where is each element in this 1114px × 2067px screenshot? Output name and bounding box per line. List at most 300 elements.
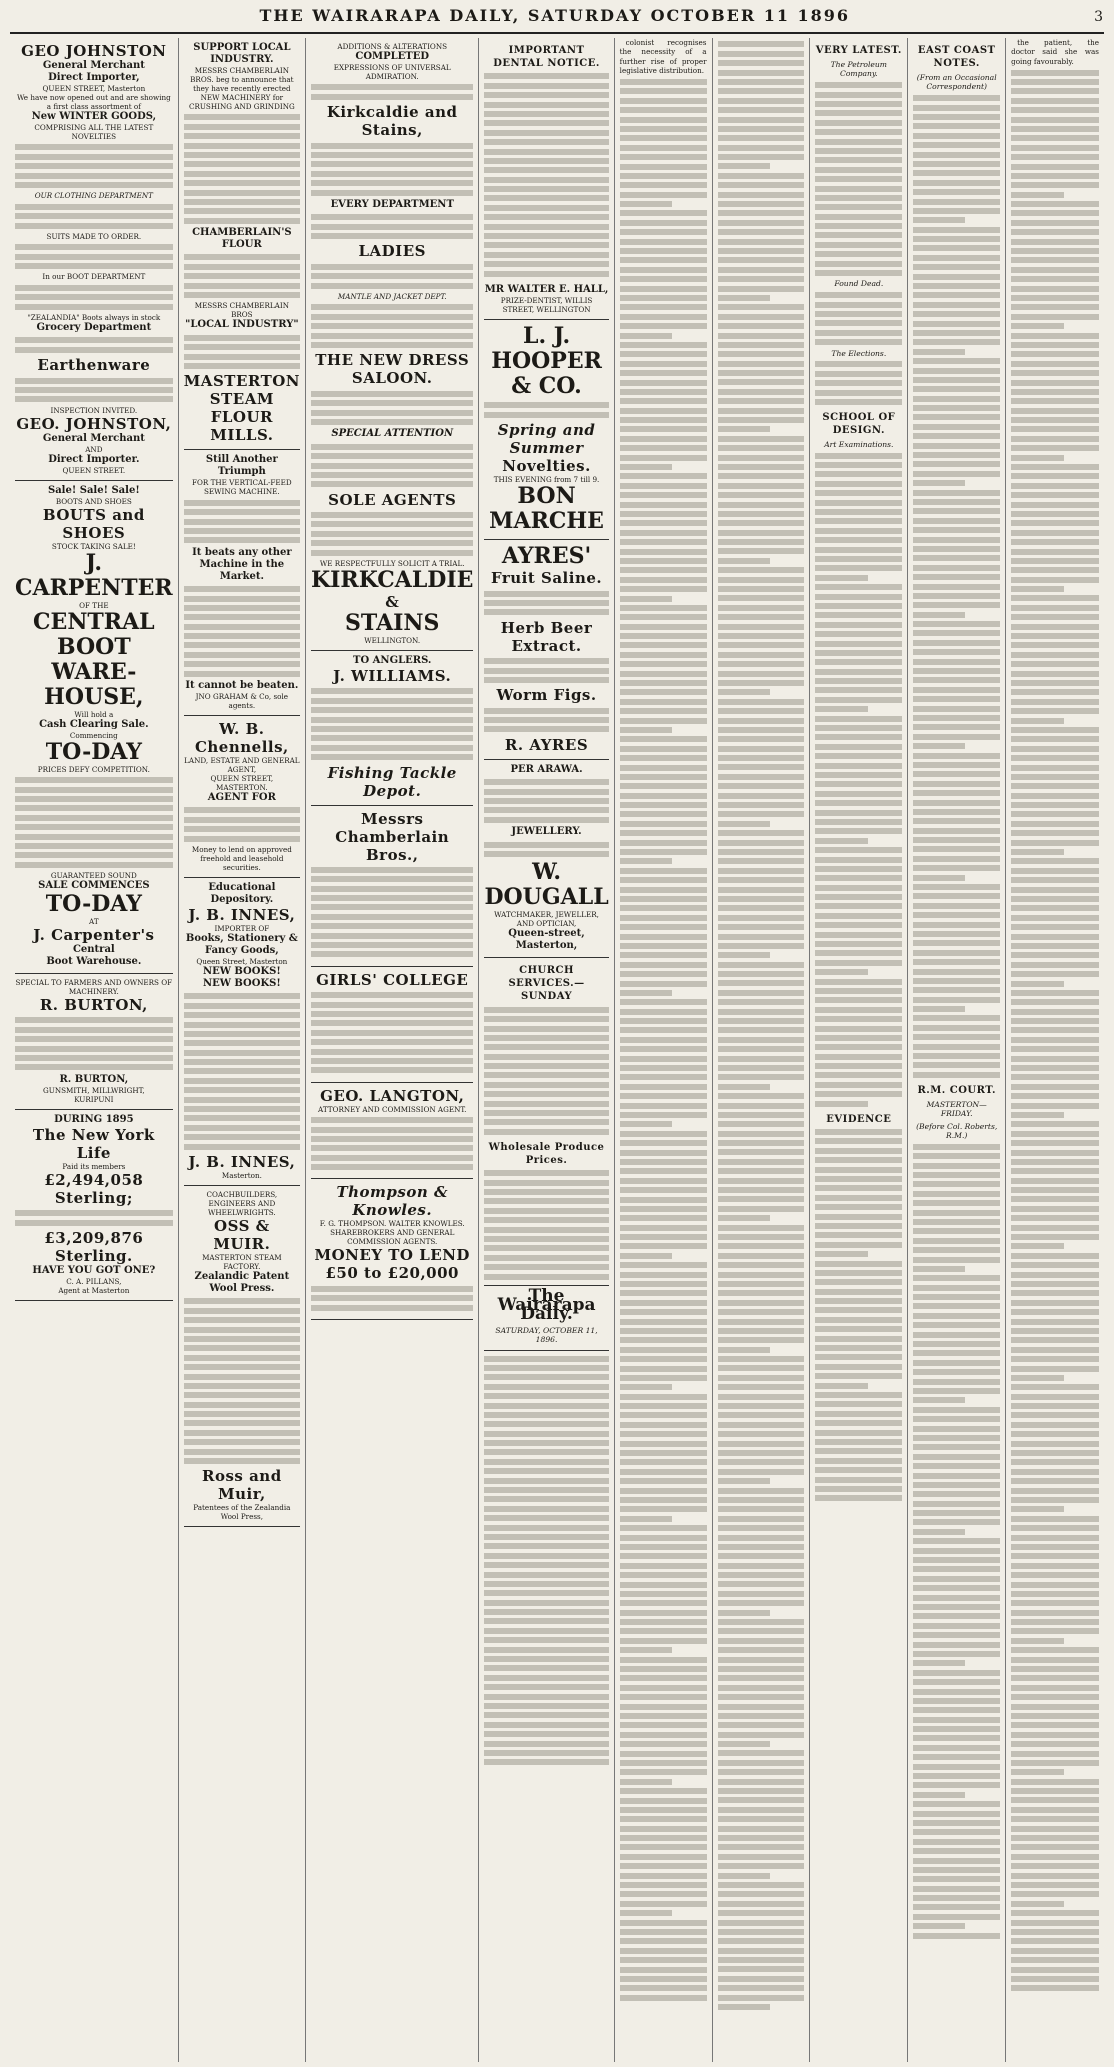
text-line: [620, 1394, 707, 1400]
text-line: [815, 1072, 902, 1078]
text-line: [718, 445, 805, 451]
text-line: [620, 802, 707, 808]
text-line: [620, 943, 707, 949]
text-line: [1011, 389, 1099, 395]
text-line: [718, 1797, 805, 1803]
text-line: [1011, 1037, 1099, 1043]
text-filler: [311, 688, 473, 760]
text-line: [815, 1279, 902, 1285]
text-line: [1011, 1863, 1099, 1869]
text-line: [1011, 1337, 1099, 1343]
text-line: [815, 1176, 902, 1182]
text-line: [620, 1675, 707, 1681]
text-line: [1011, 1873, 1099, 1879]
column-8: [908, 38, 1006, 2062]
text-line: [620, 88, 707, 94]
text-filler: [311, 512, 473, 556]
text-line: [913, 1792, 965, 1798]
text-line: [913, 1303, 1000, 1309]
text-line: [913, 321, 1000, 327]
text-line: [620, 868, 707, 874]
section-subheading: (From an Occasional Correspondent): [916, 73, 997, 92]
text-line: [718, 379, 805, 385]
ad-line: PRICES DEFY COMPETITION.: [37, 764, 150, 774]
text-line: [1011, 1488, 1099, 1494]
ad-heading: R. BURTON,: [39, 996, 148, 1015]
text-filler: [311, 867, 473, 958]
text-line: [718, 1422, 805, 1428]
text-line: [718, 295, 770, 301]
ad-line: New WINTER GOODS,: [31, 111, 157, 122]
text-line: [815, 1091, 902, 1097]
text-line: [620, 239, 707, 245]
ad-line: MESSRS CHAMBERLAIN BROS. beg to announce that they have recently erected NEW MACHINERY for CRUSHING AND GRINDING: [188, 66, 295, 111]
text-line: [1011, 830, 1099, 836]
text-line: [718, 1553, 805, 1559]
ad-line: Grocery Department: [36, 322, 152, 334]
text-line: [620, 596, 672, 602]
text-line: [718, 1056, 805, 1062]
text-line: [718, 1459, 805, 1465]
text-line: [815, 547, 902, 553]
text-line: [1011, 483, 1099, 489]
text-line: [913, 208, 1000, 214]
text-line: [913, 1510, 1000, 1516]
ad-heading: J. WILLIAMS.: [333, 667, 452, 686]
text-filler: [484, 1356, 608, 1766]
text-line: [718, 323, 805, 329]
text-line: [718, 1525, 805, 1531]
text-line: [1011, 530, 1099, 536]
text-line: [1011, 1835, 1099, 1841]
text-filler: [1011, 70, 1099, 1992]
text-line: [1011, 999, 1099, 1005]
text-line: [718, 192, 805, 198]
text-line: [913, 142, 1000, 148]
text-line: [913, 809, 1000, 815]
text-line: [718, 1478, 770, 1484]
text-line: [1011, 661, 1099, 667]
text-line: [718, 1966, 805, 1972]
text-line: [718, 1929, 805, 1935]
text-line: [913, 574, 1000, 580]
ad-line: "ZEALANDIA" Boots always in stock: [27, 313, 161, 323]
text-line: [1011, 1074, 1099, 1080]
text-line: [620, 1215, 707, 1221]
text-line: [620, 1704, 707, 1710]
text-filler: [913, 1144, 1000, 1939]
text-line: [718, 1891, 805, 1897]
text-line: [913, 95, 1000, 101]
text-line: [815, 847, 902, 853]
text-line: [718, 1741, 770, 1747]
text-line: [718, 1328, 805, 1334]
text-line: [718, 1816, 805, 1822]
text-line: [913, 1473, 1000, 1479]
ad-line: QUEEN STREET.: [62, 465, 126, 475]
text-line: [620, 1657, 707, 1663]
text-line: [1011, 1178, 1099, 1184]
text-line: [718, 952, 770, 958]
text-line: [620, 1450, 707, 1456]
text-line: [815, 725, 902, 731]
text-line: [718, 896, 805, 902]
text-filler: [484, 779, 608, 823]
text-line: [913, 471, 1000, 477]
text-line: [620, 79, 707, 85]
text-line: [718, 1018, 805, 1024]
text-line: [815, 1373, 902, 1379]
text-line: [815, 1270, 902, 1276]
text-line: [1011, 577, 1099, 583]
text-line: [913, 1332, 1000, 1338]
text-line: [1011, 511, 1099, 517]
text-line: [1011, 793, 1099, 799]
text-line: [1011, 1957, 1099, 1963]
hall-ad: [484, 280, 608, 320]
text-line: [620, 1300, 707, 1306]
text-line: [913, 706, 1000, 712]
text-line: [913, 1163, 1000, 1169]
text-line: [913, 1407, 1000, 1413]
text-line: [718, 220, 805, 226]
text-line: [718, 1769, 805, 1775]
ad-line: GUARANTEED SOUND: [50, 871, 137, 881]
ad-heading: THE NEW DRESS SALOON.: [315, 351, 470, 388]
girls-college-ad: [311, 967, 473, 1083]
text-line: [913, 922, 1000, 928]
text-line: [913, 912, 1000, 918]
text-line: [718, 980, 805, 986]
text-line: [718, 1713, 805, 1719]
text-line: [718, 924, 805, 930]
section-subheading: Found Dead.: [834, 279, 884, 289]
text-line: [620, 1056, 707, 1062]
text-line: [1011, 1741, 1099, 1747]
ad-line: KURIPUNI: [74, 1094, 114, 1104]
text-line: [620, 718, 707, 724]
text-line: [718, 502, 805, 508]
text-line: [620, 1253, 672, 1259]
text-line: [620, 1863, 707, 1869]
ad-line: MANTLE AND JACKET DEPT.: [337, 292, 447, 302]
text-line: [718, 107, 805, 113]
text-line: [620, 1619, 707, 1625]
text-line: [913, 1454, 1000, 1460]
text-line: [913, 1923, 965, 1929]
text-line: [620, 1168, 707, 1174]
text-line: [913, 1670, 1000, 1676]
text-line: [620, 473, 707, 479]
text-line: [913, 1015, 1000, 1021]
ad-line: It cannot be beaten.: [185, 680, 299, 692]
text-line: [913, 1322, 1000, 1328]
text-line: [1011, 370, 1099, 376]
text-line: [718, 473, 805, 479]
text-line: [913, 1764, 1000, 1770]
ad-line: GUNSMITH, MILLWRIGHT,: [43, 1085, 145, 1095]
ad-line: NEW BOOKS!: [202, 965, 281, 977]
text-line: [913, 1613, 1000, 1619]
text-line: [913, 940, 1000, 946]
text-line: [718, 520, 805, 526]
text-line: [1011, 286, 1099, 292]
text-line: [620, 1938, 707, 1944]
text-line: [718, 286, 805, 292]
text-line: [1011, 464, 1099, 470]
text-line: [913, 1294, 1000, 1300]
text-line: [1011, 380, 1099, 386]
text-filler: [311, 391, 473, 425]
text-line: [718, 126, 805, 132]
text-line: [815, 1439, 902, 1445]
text-line: [1011, 1657, 1099, 1663]
text-line: [913, 152, 1000, 158]
text-line: [913, 1444, 1000, 1450]
text-line: [815, 518, 902, 524]
text-line: [718, 1835, 805, 1841]
text-line: [620, 1835, 707, 1841]
ad-heading: GEO JOHNSTON: [21, 42, 167, 60]
text-filler: [15, 337, 173, 352]
text-line: [1011, 1300, 1099, 1306]
text-line: [815, 1026, 902, 1032]
text-line: [815, 913, 902, 919]
text-line: [718, 417, 805, 423]
section-heading: SCHOOL OF DESIGN.: [822, 411, 896, 436]
text-line: [913, 368, 1000, 374]
text-filler: [15, 285, 173, 310]
text-line: [718, 98, 805, 104]
ad-line: MESSRS CHAMBERLAIN BROS: [194, 301, 290, 320]
text-filler: [15, 1017, 173, 1070]
issue-date: SATURDAY, OCTOBER 11, 1896.: [495, 1325, 598, 1345]
text-line: [620, 1844, 707, 1850]
text-line: [913, 377, 1000, 383]
text-line: [913, 1933, 1000, 1939]
text-line: [718, 2004, 770, 2010]
page-title: THE WAIRARAPA DAILY, SATURDAY OCTOBER 11 1896: [259, 6, 851, 25]
text-line: [718, 1647, 805, 1653]
text-line: [620, 1225, 707, 1231]
ad-line: COMPRISING ALL THE LATEST NOVELTIES: [34, 123, 154, 141]
text-line: [913, 311, 1000, 317]
text-line: [620, 1506, 707, 1512]
text-line: [913, 114, 1000, 120]
text-line: [815, 453, 902, 459]
text-line: [620, 586, 707, 592]
text-line: [913, 1839, 1000, 1845]
text-filler: [184, 586, 300, 677]
text-line: [620, 426, 707, 432]
text-line: [620, 1920, 707, 1926]
text-line: [1011, 1976, 1099, 1982]
ad-heading: Spring and Summer: [497, 421, 596, 458]
text-line: [913, 1341, 1000, 1347]
text-filler: [913, 95, 1000, 1078]
column-7: [810, 38, 908, 2062]
ad-line: AT: [89, 917, 99, 927]
ad-heading: J. CARPENTER: [15, 549, 173, 601]
text-line: [620, 276, 707, 282]
text-line: [718, 1938, 805, 1944]
ad-heading: SOLE AGENTS: [328, 490, 457, 509]
section-heading: EVIDENCE: [826, 1113, 892, 1125]
ad-line: BOOTS AND SHOES: [55, 496, 132, 506]
text-line: [620, 182, 707, 188]
text-line: [620, 1309, 707, 1315]
text-line: [1011, 1751, 1099, 1757]
text-line: [718, 1140, 805, 1146]
text-line: [620, 455, 707, 461]
text-line: [1011, 962, 1099, 968]
text-line: [1011, 811, 1099, 817]
text-line: [1011, 1347, 1099, 1353]
text-line: [815, 781, 902, 787]
text-line: [913, 1886, 1000, 1892]
text-line: [913, 1191, 1000, 1197]
text-line: [620, 1403, 707, 1409]
text-line: [815, 1035, 902, 1041]
text-line: [1011, 1262, 1099, 1268]
text-line: [1011, 1619, 1099, 1625]
text-line: [815, 1392, 902, 1398]
text-line: [913, 997, 1000, 1003]
text-filler: [311, 1117, 473, 1170]
text-line: [815, 1157, 902, 1163]
section-heading: IMPORTANT DENTAL NOTICE.: [493, 45, 600, 69]
text-line: [815, 687, 902, 693]
text-line: [620, 1957, 707, 1963]
ad-heading: Thompson & Knowles.: [336, 1183, 448, 1220]
ad-line: Paid its members: [62, 1161, 126, 1171]
burton-ad: [15, 974, 173, 1110]
text-line: [815, 1054, 902, 1060]
text-line: [1011, 1553, 1099, 1559]
text-line: [913, 837, 1000, 843]
text-line: [620, 1366, 707, 1372]
ad-line: Cash Clearing Sale.: [39, 718, 149, 730]
column-1: [10, 38, 179, 2062]
ad-heading: STAINS: [345, 610, 440, 637]
text-line: [1011, 765, 1099, 771]
text-line: [913, 1350, 1000, 1356]
ad-line: Central: [72, 944, 115, 956]
text-filler: [311, 264, 473, 289]
text-line: [1011, 154, 1099, 160]
text-line: [815, 1448, 902, 1454]
text-line: [815, 1326, 902, 1332]
text-line: [718, 868, 805, 874]
text-line: [718, 1666, 805, 1672]
ad-heading: BOOT WARE-: [51, 633, 137, 685]
text-line: [718, 79, 805, 85]
text-line: [718, 971, 805, 977]
text-line: [815, 1129, 902, 1135]
text-line: [913, 781, 1000, 787]
text-line: [1011, 1826, 1099, 1832]
text-line: [913, 959, 1000, 965]
text-line: [913, 189, 1000, 195]
ad-heading: L. J. HOOPER: [491, 322, 602, 374]
text-line: [620, 1112, 707, 1118]
text-line: [718, 1591, 805, 1597]
text-line: [718, 671, 805, 677]
text-line: [913, 1025, 1000, 1031]
text-line: [718, 1516, 805, 1522]
text-line: [620, 117, 707, 123]
ad-heading: Bros.,: [365, 845, 419, 864]
text-line: [1011, 633, 1099, 639]
text-line: [620, 877, 707, 883]
text-line: [620, 333, 672, 339]
text-line: [913, 1388, 1000, 1394]
text-line: [718, 548, 805, 554]
text-line: [718, 990, 805, 996]
chennells-ad: [184, 716, 300, 878]
text-line: [620, 511, 707, 517]
text-line: [913, 903, 1000, 909]
ad-line: Patentees of the Zealandia Wool Press,: [193, 1503, 291, 1522]
text-line: [718, 1910, 805, 1916]
text-line: [718, 511, 805, 517]
text-line: [620, 1065, 707, 1071]
ad-heading: Earthenware: [37, 356, 151, 375]
text-line: [815, 1232, 902, 1238]
text-line: [1011, 915, 1099, 921]
section-subheading: The Petroleum Company.: [830, 60, 888, 79]
text-line: [1011, 1788, 1099, 1794]
text-filler: [15, 1210, 173, 1225]
text-line: [913, 292, 1000, 298]
text-line: [718, 1619, 805, 1625]
text-line: [718, 1356, 805, 1362]
text-line: [815, 1101, 867, 1107]
text-line: [718, 1901, 805, 1907]
text-line: [913, 264, 1000, 270]
text-line: [620, 990, 672, 996]
text-line: [913, 170, 1000, 176]
text-line: [718, 229, 805, 235]
text-line: [620, 1948, 707, 1954]
text-line: [913, 1153, 1000, 1159]
text-line: [913, 527, 1000, 533]
text-line: [1011, 1563, 1099, 1569]
text-line: [913, 668, 1000, 674]
langton-ad: [311, 1083, 473, 1180]
text-line: [620, 1760, 707, 1766]
text-line: [620, 840, 707, 846]
innes-ad: [184, 878, 300, 1186]
ad-line: PER ARAWA.: [510, 763, 583, 775]
text-filler: [484, 591, 608, 616]
text-line: [1011, 1168, 1099, 1174]
text-line: [913, 199, 1000, 205]
text-line: [620, 1967, 707, 1973]
text-line: [718, 370, 805, 376]
text-line: [815, 1458, 902, 1464]
text-line: [718, 793, 805, 799]
text-line: [913, 1034, 1000, 1040]
text-line: [718, 1337, 805, 1343]
text-line: [913, 1172, 1000, 1178]
text-line: [1011, 1506, 1064, 1512]
text-line: [620, 727, 672, 733]
text-line: [620, 887, 707, 893]
text-line: [815, 922, 902, 928]
text-filler: [484, 842, 608, 857]
text-line: [815, 659, 902, 665]
